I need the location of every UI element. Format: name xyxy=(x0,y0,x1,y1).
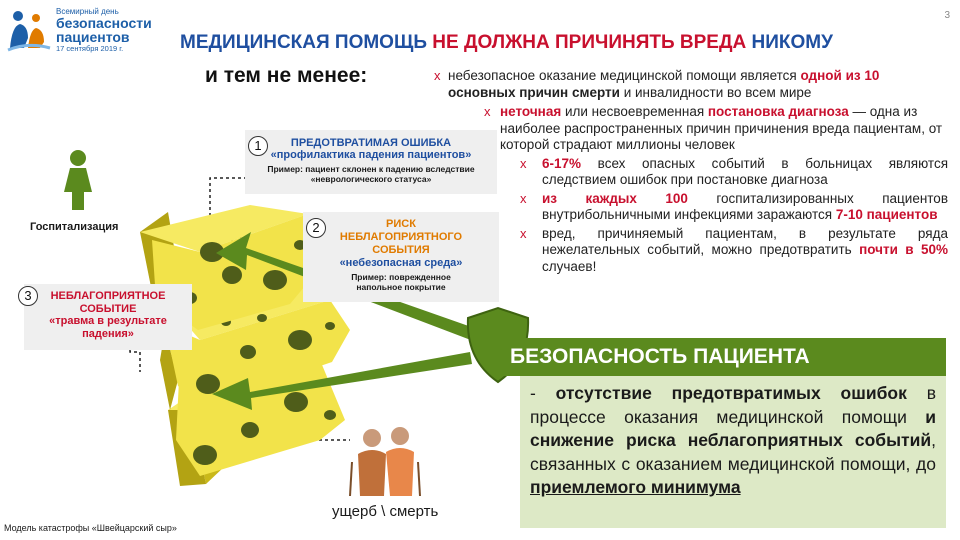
bullet-x-icon: x xyxy=(484,104,491,119)
callout-quote: «профилактика падения пациентов» xyxy=(270,149,472,161)
patient-safety-definition: - отсутствие предотвратимых ошибок в процессе оказания медицинской помощи и снижение риска неблагоприятных событий, связанных с оказанием медицинской помощи, до приемлемого минимума xyxy=(520,376,946,528)
fact-2: x неточная или несвоевременная постановка диагноза — одна из наиболее распространенных причин причинения вреда пациентам, от которой страдают миллионы человек xyxy=(484,104,943,152)
callout-quote: «травма в результате падения» xyxy=(49,315,167,340)
bullet-x-icon: x xyxy=(520,225,527,241)
logo-line3: пациентов xyxy=(56,29,130,45)
bullet-x-icon: x xyxy=(434,68,441,83)
fact-2b: x из каждых 100 госпитализированных пациентов внутрибольничными инфекциями заражаются 7-10 пациентов xyxy=(520,190,948,222)
callout-risk xyxy=(303,212,499,302)
logo-line2: безопасности xyxy=(56,15,152,31)
callout-example: Пример: поврежденное напольное покрытие xyxy=(351,272,451,292)
title-part1: МЕДИЦИНСКАЯ ПОМОЩЬ xyxy=(180,32,433,53)
fact-1: x небезопасное оказание медицинской помощи является одной из 10 основных причин смерти и инвалидности во всем мире xyxy=(434,68,880,100)
patient-safety-title: БЕЗОПАСНОСТЬ ПАЦИЕНТА xyxy=(498,338,946,376)
title-part3: НИКОМУ xyxy=(751,32,833,53)
callout-example: Пример: пациент склонен к падению вследствие «неврологического статуса» xyxy=(267,164,475,184)
callout-heading: НЕБЛАГОПРИЯТНОЕ СОБЫТИЕ xyxy=(50,290,166,315)
logo-line1: Всемирный день xyxy=(56,7,119,16)
patient-figure-icon xyxy=(64,150,92,210)
title-part2: НЕ ДОЛЖНА ПРИЧИНЯТЬ ВРЕДА xyxy=(432,32,752,53)
callout-adverse-event xyxy=(24,284,192,350)
facts-list xyxy=(432,68,948,275)
elderly-couple-icon xyxy=(350,427,420,496)
harm-label: ущерб \ смерть xyxy=(332,503,439,520)
callout-number: 1 xyxy=(248,136,268,156)
callout-number: 2 xyxy=(306,218,326,238)
bullet-x-icon: x xyxy=(520,190,527,206)
however-heading: и тем не менее: xyxy=(205,64,368,87)
bullet-x-icon: x xyxy=(520,155,527,171)
callout-number: 3 xyxy=(18,286,38,306)
callout-heading: РИСК НЕБЛАГОПРИЯТНОГО СОБЫТИЯ xyxy=(339,218,463,256)
fact-2a: x 6-17% всех опасных событий в больницах являются следствием ошибок при постановке диагноза xyxy=(520,155,948,187)
callout-heading: ПРЕДОТВРАТИМАЯ ОШИБКА xyxy=(290,137,452,149)
callout-quote: «небезопасная среда» xyxy=(339,257,463,269)
callout-preventable-error xyxy=(245,130,497,194)
page-number: 3 xyxy=(944,10,950,21)
fact-2c: x вред, причиняемый пациентам, в результате ряда нежелательных событий, можно предотвратить почти в 50% случаев! xyxy=(520,225,949,274)
hospitalization-label: Госпитализация xyxy=(30,221,119,233)
model-caption: Модель катастрофы «Швейцарский сыр» xyxy=(4,523,177,533)
logo-date: 17 сентября 2019 г. xyxy=(56,44,124,53)
